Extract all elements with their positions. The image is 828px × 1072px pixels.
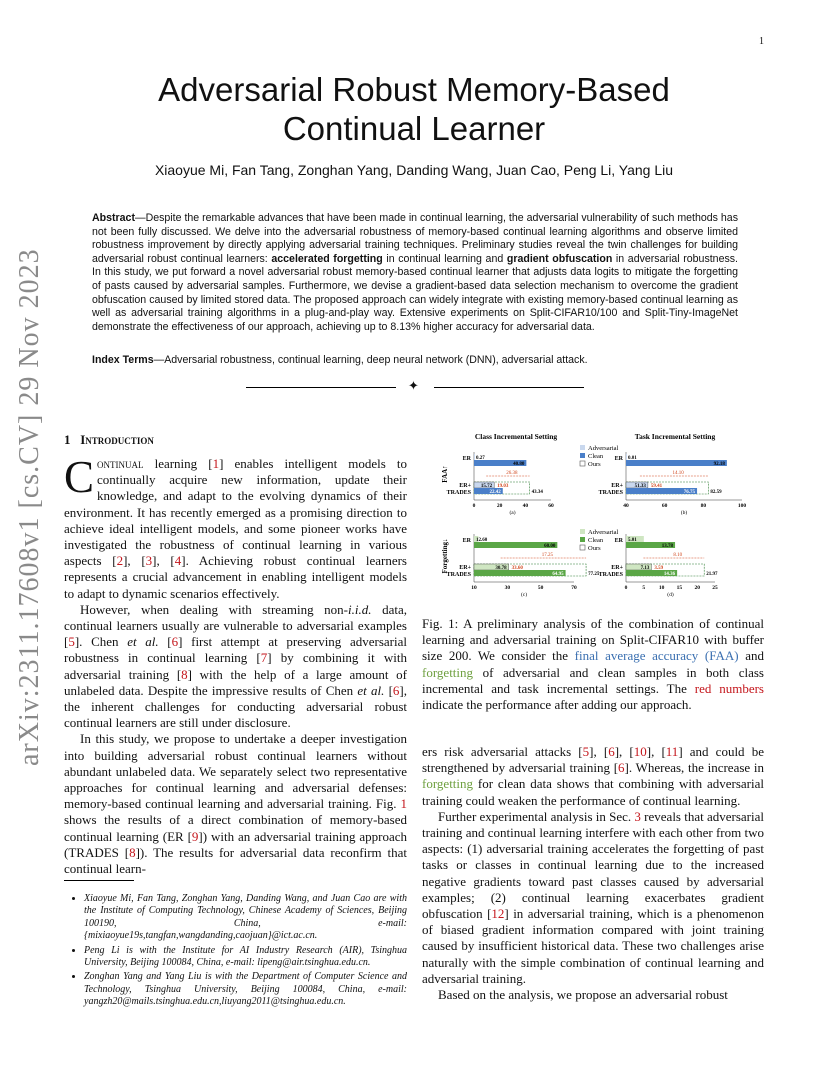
y-label-ertrades: TRADES: [446, 490, 471, 496]
section-title: Introduction: [80, 432, 154, 447]
arxiv-stamp: arXiv:2311.17608v1 [cs.CV] 29 Nov 2023: [14, 248, 45, 766]
x-tick-label: 60: [548, 503, 554, 509]
title-line-1: Adversarial Robust Memory-Based: [158, 71, 670, 108]
bar-er-adversarial: [474, 454, 475, 460]
text: et al.: [127, 634, 159, 650]
text: ers risk adversarial attacks [: [422, 744, 583, 759]
intro-column-right: [422, 744, 764, 1003]
dropcap-rest: ontinual: [97, 456, 144, 471]
section-heading: [64, 432, 407, 448]
abstract-bold-1: accelerated forgetting: [271, 252, 383, 265]
x-tick-label: 100: [737, 503, 747, 509]
legend-label: Ours: [588, 461, 601, 468]
intro-paragraph-2: [64, 602, 407, 732]
citation-link[interactable]: 11: [665, 744, 679, 759]
text: ], [: [152, 553, 175, 569]
x-tick-label: 20: [496, 503, 503, 509]
bar-label-ours: 77.25: [588, 572, 600, 577]
abstract-text-3: in adversarial robustness. In this study, we put forward a novel adversarial robust memory-based continual learner that adjusts data logits to mitigate the forgetting of pasts caused by adversarial samples. Furthermore, we devise a gradient-based data selection mechanism to overcome the gradient obfuscation caused by limited stored data. The proposed approach can widely integrate with existing memory-based continual learning as well as adversarial training algorithms in a plug-and-play way. Extensive experiments on Split-CIFAR10/100 and Split-Tiny-ImageNet demonstrate the effectiveness of our approach, achieving up to 8.13% higher accuracy for adversarial data.: [92, 252, 738, 333]
text: for clean data shows that combining with adversarial training could weaken the performance of continual learning.: [422, 776, 764, 808]
legend-swatch: [580, 453, 585, 458]
x-tick-label: 60: [661, 503, 668, 509]
x-tick-label: 0: [472, 503, 476, 509]
dropcap: C: [64, 452, 95, 502]
bar-label: 92.18: [713, 462, 725, 467]
text: indicate the performance after adding our approach.: [422, 697, 692, 713]
text: ] and could be strengthened by adversarial training [: [422, 744, 764, 776]
bar-label: 40.80: [513, 462, 525, 467]
abstract-bold-2: gradient obfuscation: [506, 252, 613, 265]
citation-link[interactable]: 7: [260, 650, 268, 666]
index-terms: [92, 354, 738, 366]
citation-link[interactable]: 8: [181, 666, 188, 682]
bar-label: 76.75: [683, 490, 696, 495]
y-label-ertrades: ER+: [459, 483, 471, 489]
text: i.i.d.: [348, 601, 372, 617]
panel-sublabel: (d): [667, 592, 674, 598]
abstract-label: Abstract: [92, 212, 135, 224]
bar-label: 7.13: [640, 566, 650, 571]
x-tick-label: 10: [658, 585, 665, 591]
y-label-er: ER: [614, 538, 623, 544]
bar-label: 12.60: [476, 538, 488, 543]
index-terms-label: Index Terms: [92, 354, 154, 366]
intro-paragraph-1: [64, 452, 407, 602]
annotation-red: 17.25: [541, 553, 553, 558]
x-tick-label: 80: [700, 503, 707, 509]
y-label-ertrades: ER+: [459, 565, 471, 571]
right-paragraph-1: [422, 744, 764, 809]
footnote-rule: [64, 880, 134, 881]
x-tick-label: 10: [471, 585, 477, 591]
bar-label: 30.78: [495, 566, 507, 571]
citation-link[interactable]: 5: [68, 634, 75, 650]
chart-panels: [447, 452, 747, 598]
text: ]. Chen: [74, 634, 128, 650]
annotation-red: 14.10: [672, 471, 684, 476]
footnotes: [64, 893, 407, 1011]
legend-swatch: [580, 445, 585, 450]
bar-label-ours: 82.59: [710, 490, 722, 495]
text: learning [: [143, 456, 213, 471]
citation-link[interactable]: 6: [171, 634, 179, 650]
bar-label: 51.33: [634, 484, 646, 489]
citation-link[interactable]: 12: [491, 906, 505, 922]
text: ]). The results for adversarial data reconfirm that continual learn-: [64, 844, 407, 877]
bar-label: 22.42: [489, 490, 501, 495]
legend-label: Ours: [588, 545, 601, 552]
figure-link[interactable]: 1: [400, 796, 407, 812]
text: ]) with an adversarial training approach (TRADES [: [64, 828, 407, 860]
x-tick-label: 40: [522, 503, 529, 509]
annotation-red: 33.60: [511, 566, 523, 571]
legend-swatch: [580, 545, 585, 550]
chart-title-left: Class Incremental Setting: [474, 432, 558, 441]
x-tick-label: 50: [537, 585, 544, 591]
legend-label: Adversarial: [588, 445, 619, 452]
panel-sublabel: (c): [520, 592, 528, 598]
citation-link[interactable]: 8: [129, 844, 136, 860]
footnote-item: • Peng Li is with the Institute for AI Industry Research (AIR), Tsinghua University, Beijing 100084, China, e-mail: lipeng@air.tsinghua.edu.cn.: [84, 945, 407, 970]
caption-faa: final average accuracy (FAA): [574, 648, 739, 664]
x-tick-label: 15: [676, 585, 683, 591]
legend-swatch: [580, 461, 585, 466]
abstract: [92, 212, 738, 334]
right-paragraph-3: Based on the analysis, we propose an adversarial robust: [438, 987, 728, 1003]
figure-1: [430, 430, 760, 612]
x-tick-label: 0: [624, 585, 628, 591]
annotation-red: 26.38: [506, 471, 518, 476]
citation-link[interactable]: 1: [212, 456, 220, 471]
legend-top: [580, 445, 619, 468]
section-number: 1: [64, 432, 71, 447]
footnote-item: • Xiaoyue Mi, Fan Tang, Zonghan Yang, Danding Wang, and Juan Cao are with the Institute of Computing Technology, Chinese Academy of Sciences, Beijing 100190, China, e-mail: {mixiaoyue19s,tangfan,wangdanding,caojuan}@ict.ac.cn.: [84, 893, 407, 943]
caption-red: red numbers: [694, 680, 764, 696]
panel-sublabel: (b): [680, 510, 688, 516]
abstract-text-1: —Despite the remarkable advances that have been made in continual learning, the adversarial vulnerability of such methods has not been fully discussed. We delve into the adversarial robustness of memory-based continual learning algorithms and observe limited robustness improvement by directly applying adversarial training techniques. Preliminary studies reveal the twin challenges for building adversarial robust continual learners:: [92, 212, 739, 265]
annotation-red: 8.10: [673, 553, 683, 558]
legend-swatch: [580, 537, 585, 542]
citation-link[interactable]: 9: [191, 828, 199, 844]
citation-link[interactable]: 6: [608, 744, 615, 759]
caption-forgetting: forgetting: [422, 664, 474, 680]
bar-label: 0.27: [476, 456, 485, 461]
x-tick-label: 40: [623, 503, 629, 509]
text: ] in adversarial training, which is a phenomenon of biased gradient information compared with joint training caused by insufficient historical data. These two challenges arise naturally with the simple combination of continual learning and adversarial training.: [422, 906, 764, 986]
abstract-text-2: in continual learning and: [382, 252, 507, 265]
legend-swatch: [580, 529, 585, 534]
text: Fig. 1: A preliminary analysis of the combination of continual learning and adversarial training on Split-CIFAR10 with buffer size 200. We consider the: [422, 616, 764, 664]
footnote-item: • Zonghan Yang and Yang Liu is with the Department of Computer Science and Technology, Tsinghua University, Beijing 100084, China, e-mail: yangzh20@mails.tsinghua.edu.cn,liuyang2011@tsinghua.edu.cn.: [84, 971, 407, 1008]
bar-label: 5.01: [628, 538, 637, 543]
x-tick-label: 70: [571, 585, 577, 591]
section-link[interactable]: 3: [634, 808, 641, 824]
citation-link[interactable]: 10: [633, 744, 647, 759]
text: ], [: [614, 744, 634, 759]
row-label-faa: FAA↑: [441, 465, 449, 483]
annotation-red: 59.41: [650, 484, 663, 489]
x-tick-label: 5: [642, 585, 646, 591]
text: ] with the help of a large amount of unlabeled data. Despite the impressive results of Chen: [64, 666, 407, 698]
citation-link[interactable]: 6: [392, 682, 400, 698]
legend-label: Clean: [588, 537, 604, 544]
divider-glyph: ✦: [408, 379, 419, 394]
intro-paragraph-3: [64, 731, 407, 877]
bar-label: 0.01: [628, 456, 637, 461]
bar-label: 64.95: [552, 572, 564, 577]
annotation-red: 3.59: [654, 566, 664, 571]
text: et al.: [357, 682, 385, 698]
page-number: 1: [759, 36, 764, 47]
panel-sublabel: (a): [509, 510, 516, 516]
right-paragraph-2: [422, 809, 764, 987]
text: In this study, we propose to undertake a deeper investigation into building adversarial robust continual learners without abundant unlabeled data. We separately select two representative approaches for continual learning and adversarial defenses: memory-based continual learning and adversarial training. Fig.: [64, 731, 407, 812]
section-divider: [246, 379, 584, 394]
chart-title-right: Task Incremental Setting: [634, 432, 716, 441]
figure-caption: [422, 616, 764, 713]
x-tick-label: 25: [712, 585, 718, 591]
text: ], the inherent challenges for conducting adversarial robust continual learners are still under disclosure.: [64, 682, 407, 731]
text: ], [: [589, 744, 609, 759]
y-label-ertrades: ER+: [611, 483, 623, 489]
authors: Xiaoyue Mi, Fan Tang, Zonghan Yang, Danding Wang, Juan Cao, Peng Li, Yang Liu: [154, 162, 674, 178]
bar-label-ours: 43.34: [531, 490, 543, 495]
divider-line-left: [246, 387, 396, 388]
bar-er-clean: [626, 460, 727, 466]
text: [: [158, 634, 172, 650]
y-label-er: ER: [614, 456, 623, 462]
x-tick-label: 30: [504, 585, 511, 591]
y-label-ertrades: TRADES: [598, 572, 623, 578]
y-label-ertrades: TRADES: [598, 490, 623, 496]
text: of adversarial and clean samples in both class incremental and task incremental settings. The: [422, 664, 764, 696]
paper-title: [64, 70, 764, 148]
index-terms-text: —Adversarial robustness, continual learning, deep neural network (DNN), adversarial attack.: [153, 354, 588, 366]
text: ] enables intelligent models to continually acquire new information, update their knowledge, and adapt to the evolving dynamics of their environment. It has recently emerged as a promising direction to achieve ideal intelligent models, and some pioneer works have investigated the robustness of continual learning in various aspects [: [64, 456, 407, 569]
text: shows the results of a direct combination of memory-based continual learning (ER [: [64, 812, 407, 844]
text: ] by combining it with adversarial training [: [64, 650, 407, 682]
citation-link[interactable]: 6: [618, 760, 625, 776]
y-label-ertrades: ER+: [611, 565, 623, 571]
text: ]. Whereas, the increase in: [624, 760, 764, 776]
y-label-ertrades: TRADES: [446, 572, 471, 578]
bar-label: 13.78: [661, 544, 674, 549]
text: ]. Achieving robust continual learners represents a crucial advancement in enabling intelligent models to adapt to dynamic scenarios effectively.: [64, 553, 407, 601]
text: data, continual learners usually are vulnerable to adversarial examples [: [64, 601, 407, 650]
text: ], [: [646, 744, 666, 759]
divider-line-right: [434, 387, 584, 388]
text: ] first attempt at preserving adversarial robustness in continual learning [: [64, 634, 407, 666]
citation-link[interactable]: 4: [174, 553, 182, 569]
annotation-red: 19.03: [497, 484, 509, 489]
text-forgetting: forgetting: [422, 776, 474, 792]
text: Further experimental analysis in Sec.: [438, 808, 635, 824]
bar-label: 15.72: [480, 484, 493, 489]
bar-er-adversarial: [626, 454, 627, 460]
citation-link[interactable]: 3: [145, 553, 153, 569]
x-tick-label: 20: [694, 585, 700, 591]
intro-column-left: [64, 452, 407, 877]
citation-link[interactable]: 5: [582, 744, 590, 759]
citation-link[interactable]: 2: [116, 553, 124, 569]
y-label-er: ER: [462, 538, 471, 544]
text: reveals that adversarial training and continual learning interfere with each other from two aspects: (1) adversarial training accelerates the forgetting of past tasks or classes in continual learning due to the increased negative gradients toward past classes caused by adversarial examples; (2) continual learning exacerbates gradient obfuscation [: [422, 808, 765, 922]
y-label-er: ER: [462, 456, 471, 462]
text: [: [384, 682, 393, 698]
legend-label: Clean: [588, 453, 604, 460]
text: However, when dealing with streaming non-: [80, 601, 348, 617]
legend-bottom: [580, 529, 619, 552]
bar-label: 14.36: [663, 572, 676, 577]
bar-label-ours: 21.97: [706, 572, 718, 577]
text: and: [738, 648, 764, 664]
legend-label: Adversarial: [588, 529, 619, 536]
title-line-2: Continual Learner: [282, 110, 546, 147]
bar-label: 60.00: [544, 544, 556, 549]
text: ], [: [123, 553, 146, 569]
row-label-forgetting: Forgetting↓: [441, 538, 449, 574]
